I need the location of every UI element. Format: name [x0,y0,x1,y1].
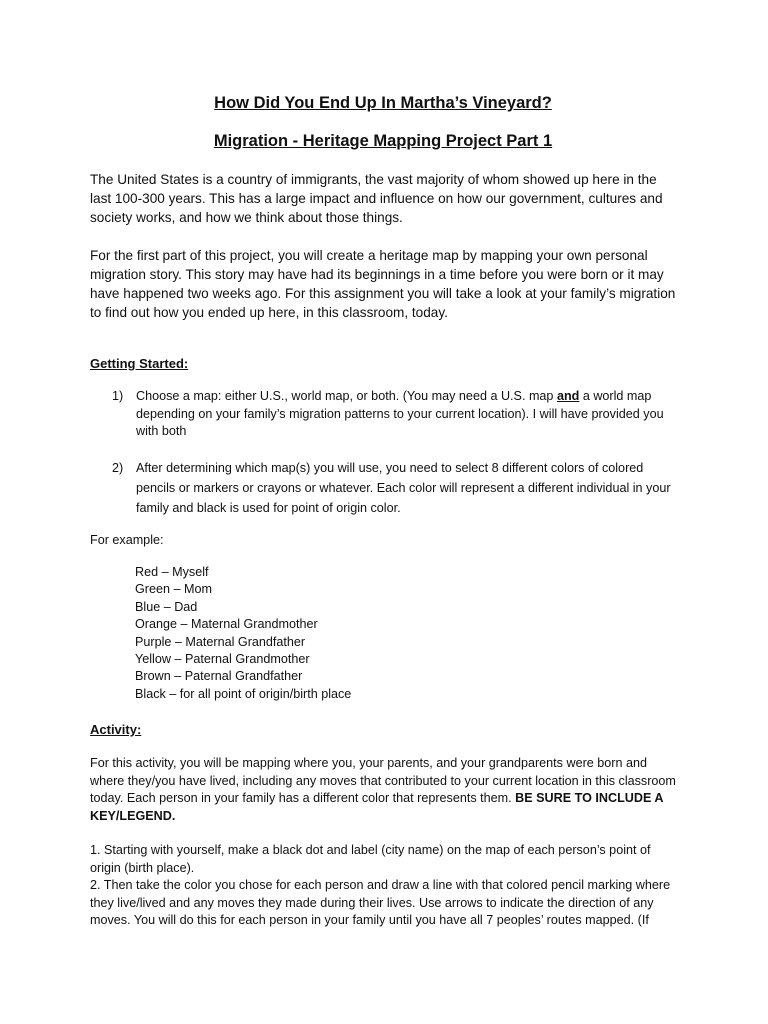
color-key-item: Green – Mom [135,582,212,597]
document-title: How Did You End Up In Martha’s Vineyard? [214,94,552,112]
step-1-text-after: a world map depending on your family’s migration patterns to your current location). I will have provided you with both [136,389,664,438]
step-1-emphasis: and [556,389,580,403]
document-page [90,0,676,1024]
step-2-text: After determining which map(s) you will use, you need to select 8 different colors of colored pencils or markers or crayons or whatever. Each color will represent a different individual in your family and black is used for point of origin color. [136,461,671,515]
step-2-number: 2) [112,461,124,475]
color-key-item: Yellow – Paternal Grandmother [135,652,310,667]
color-key-item: Brown – Paternal Grandfather [135,669,303,684]
activity-instruction-1: 1. Starting with yourself, make a black dot and label (city name) on the map of each person’s point of origin (birth place). [90,843,651,875]
activity-instruction-2: 2. Then take the color you chose for each person and draw a line with that colored pencil marking where they live/lived and any moves they made during their lives. Use arrows to indicate the direction of any moves. You will do this for each person in your family until you have all 7 peoples’ routes mapped. (If [90,878,671,927]
color-key-item: Black – for all point of origin/birth place [135,686,352,701]
color-key-list [135,564,351,703]
color-key-item: Red – Myself [135,565,209,579]
intro-paragraph-1: The United States is a country of immigrants, the vast majority of whom showed up here in the last 100-300 years. This has a large impact and influence on how our government, cultures and society works, and how we think about those things. [90,172,663,225]
activity-paragraph [90,755,676,825]
getting-started-heading: Getting Started: [90,356,189,371]
example-label: For example: [90,533,164,547]
step-1-number: 1) [112,389,124,403]
document-subtitle: Migration - Heritage Mapping Project Part 1 [213,132,553,150]
color-key-item: Purple – Maternal Grandfather [135,634,306,649]
step-1-text [136,388,680,441]
activity-emphasis: BE SURE TO INCLUDE A KEY/LEGEND. [90,791,664,823]
intro-paragraph-2: For the first part of this project, you will create a heritage map by mapping your own personal migration story. This story may have had its beginnings in a time before you were born or it may have happened two weeks ago. For this assignment you will take a look at your family’s migration to find out how you ended up here, in this classroom, today. [90,248,676,320]
activity-paragraph-text: For this activity, you will be mapping where you, your parents, and your grandparents were born and where they/you have lived, including any moves that contributed to your current location in this classroom today. Each person in your family has a different color that represents them. [90,756,676,805]
step-1-text-before: Choose a map: either U.S., world map, or both. (You may need a U.S. map [136,389,557,403]
color-key-item: Orange – Maternal Grandmother [135,617,318,632]
activity-heading: Activity: [90,722,142,737]
color-key-item: Blue – Dad [135,599,198,614]
